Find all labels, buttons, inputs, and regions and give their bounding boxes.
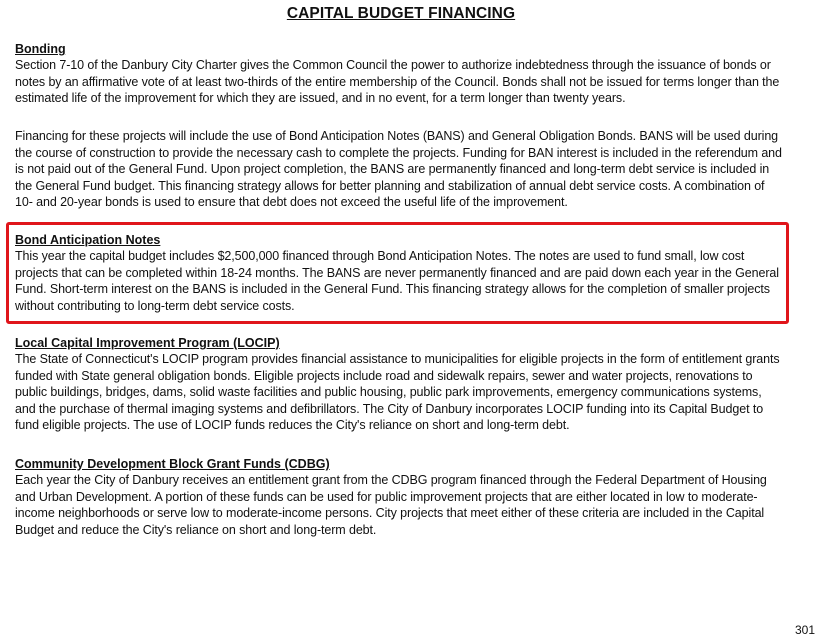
- section-financing: [15, 128, 785, 211]
- section-locip: [15, 335, 785, 434]
- section-cdbg: [15, 456, 785, 538]
- section-bond-anticipation-notes: [15, 232, 785, 314]
- financing-paragraph: Financing for these projects will include the use of Bond Anticipation Notes (BANS) and General Obligation Bonds. BANS will be used during the course of construction to provide the necessary cash to complete the projects. Funding for BAN interest is included in the referendum and is not paid out of the General Fund. Upon project completion, the BANS are permanently financed and long-term debt service is included in the General Fund budget. This financing strategy allows for better planning and stabilization of annual debt service costs. A combination of 10- and 20-year bonds is used to ensure that debt does not exceed the useful life of the improvement.: [15, 129, 782, 210]
- locip-heading: Local Capital Improvement Program (LOCIP): [15, 336, 280, 350]
- locip-paragraph: The State of Connecticut's LOCIP program provides financial assistance to municipalities for eligible projects in the form of entitlement grants funded with State general obligation bonds. Eligible projects include road and sidewalk repairs, sewer and water projects, renovations to public buildings, bridges, dams, solid waste facilities and public housing, public park improvements, emergency communications systems, and the purchase of thermal imaging systems and defibrillators. The City of Danbury incorporates LOCIP funding into its Capital Budget to fund eligible projects. The use of LOCIP funds reduces the City's reliance on short and long-term debt.: [15, 352, 780, 433]
- page-number: 301: [794, 623, 815, 637]
- section-bonding: [15, 41, 785, 107]
- ban-paragraph: This year the capital budget includes $2,500,000 financed through Bond Anticipation Notes. The notes are used to fund small, low cost projects that can be completed within 18-24 months. The BANS are never permanently financed and are paid down each year in the General Fund. Short-term interest on the BANS is included in the General Fund. This financing strategy allows for the completion of smaller projects without contributing to long-term debt service costs.: [15, 249, 779, 313]
- bonding-paragraph: Section 7-10 of the Danbury City Charter gives the Common Council the power to authorize indebtedness through the issuance of bonds or notes by an affirmative vote of at least two-thirds of the entire membership of the Council. Bonds shall not be issued for terms longer than the estimated life of the improvement for which they are issued, and in no event, for a term longer than twenty years.: [15, 58, 780, 106]
- cdbg-paragraph: Each year the City of Danbury receives an entitlement grant from the CDBG program financed through the Federal Department of Housing and Urban Development. A portion of these funds can be used for public improvement projects that are either located in low to moderate-income neighborhoods or serve low to moderate-income persons. City projects that meet either of these criteria are included in the Capital Budget and reduce the City's reliance on short and long-term debt.: [15, 473, 767, 537]
- cdbg-heading: Community Development Block Grant Funds (CDBG): [15, 457, 330, 471]
- page-title: CAPITAL BUDGET FINANCING: [286, 5, 516, 22]
- bonding-heading: Bonding: [15, 42, 66, 56]
- ban-heading: Bond Anticipation Notes: [15, 233, 161, 247]
